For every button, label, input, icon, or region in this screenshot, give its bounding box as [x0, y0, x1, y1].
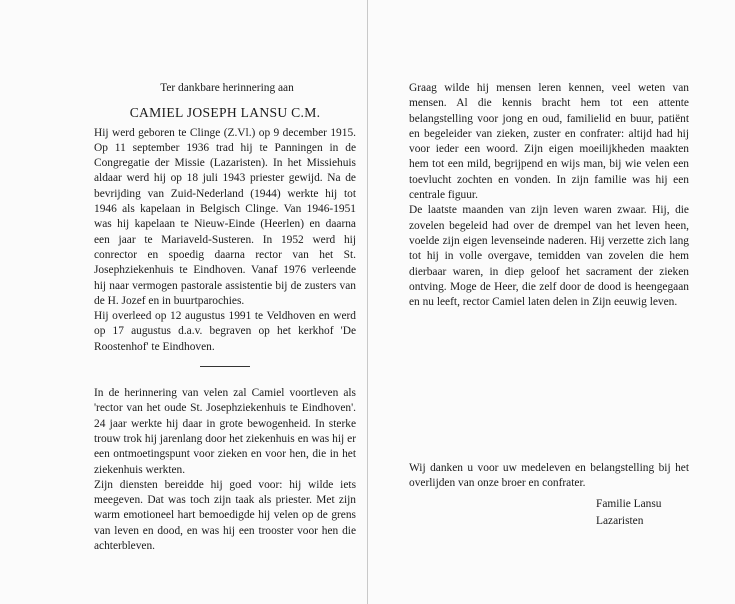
- fold-line: [367, 0, 368, 604]
- thanks-text: Wij danken u voor uw medeleven en belangstelling bij het overlijden van onze broer en confrater.: [409, 462, 689, 490]
- section-rule: [200, 366, 250, 367]
- intro-line: Ter dankbare herinnering aan: [160, 82, 294, 94]
- memory-text: In de herinnering van velen zal Camiel voortleven als 'rector van het oude St. Josephziekenhuis te Eindhoven'. 24 jaar werkte hij daar in grote bewogenheid. In sterke trouw trok hij jarenlang door het ziekenhuis en was hij er een ontmoetingspunt voor zieken en voor hen, die in het ziekenhuis werkten.: [94, 387, 356, 476]
- people-text: Graag wilde hij mensen leren kennen, veel weten van mensen. Al die kennis bracht hem tot een attente belangstelling voor jong en oud, familielid en buur, patiënt en begeleider van zieken, zuster en confrater: altijd had hij voor ieder een woord. Zijn eigen moeilijkheden maakten hem tot een mild, begrijpend en wijs man, bij wie velen een toevlucht zochten en vonden. In zijn familie was hij een centrale figuur.: [409, 82, 689, 202]
- deceased-name: CAMIEL JOSEPH LANSU C.M.: [129, 105, 321, 121]
- thanks-block: [409, 461, 689, 492]
- right-panel: [409, 81, 689, 310]
- signature-family: Familie Lansu: [596, 498, 662, 510]
- left-panel: [94, 81, 356, 554]
- death-text: Hij overleed op 12 augustus 1991 te Veldhoven en werd op 17 augustus d.a.v. begraven op het kerkhof 'De Roostenhof' te Eindhoven.: [94, 310, 356, 353]
- service-text: Zijn diensten bereidde hij goed voor: hij wilde iets meegeven. Dat was toch zijn taak als priester. Met zijn warm emotioneel hart bemoedigde hij velen op de grens van leven en dood, en was hij een trooster voor hen die achterbleven.: [94, 478, 356, 553]
- biography-text: Hij werd geboren te Clinge (Z.Vl.) op 9 december 1915. Op 11 september 1936 trad hij te Panningen in de Congregatie der Missie (Lazaristen). In het Missiehuis aldaar werd hij op 18 juli 1943 priester gewijd. Na de bevrijding van Zuid-Nederland (1944) werkte hij tot 1946 als kapelaan in Belgisch Clinge. Van 1946-1951 was hij kapelaan te Nieuw-Einde (Heerlen) en daarna een jaar te Mariaveld-Susteren. In 1952 werd hij conrector en spoedig daarna rector van het St. Josephziekenhuis te Eindhoven. Vanaf 1976 verleende hij naar vermogen pastorale assistentie bij de zusters van de H. Jozef en in buurtparochies.: [94, 126, 356, 307]
- signature-order: Lazaristen: [596, 515, 644, 527]
- last-months-text: De laatste maanden van zijn leven waren zwaar. Hij, die zovelen begeleid had over de drempel van het leven heen, voelde zijn eigen levenseinde naderen. Hij verzette zich lang tot hij in volle overgave, temidden van zovelen die hem dierbaar waren, in diep geloof het sacrament der zieken ontving. Moge de Heer, die zelf door de dood is heengegaan en nu leeft, rector Camiel laten delen in Zijn eeuwig leven.: [409, 204, 689, 309]
